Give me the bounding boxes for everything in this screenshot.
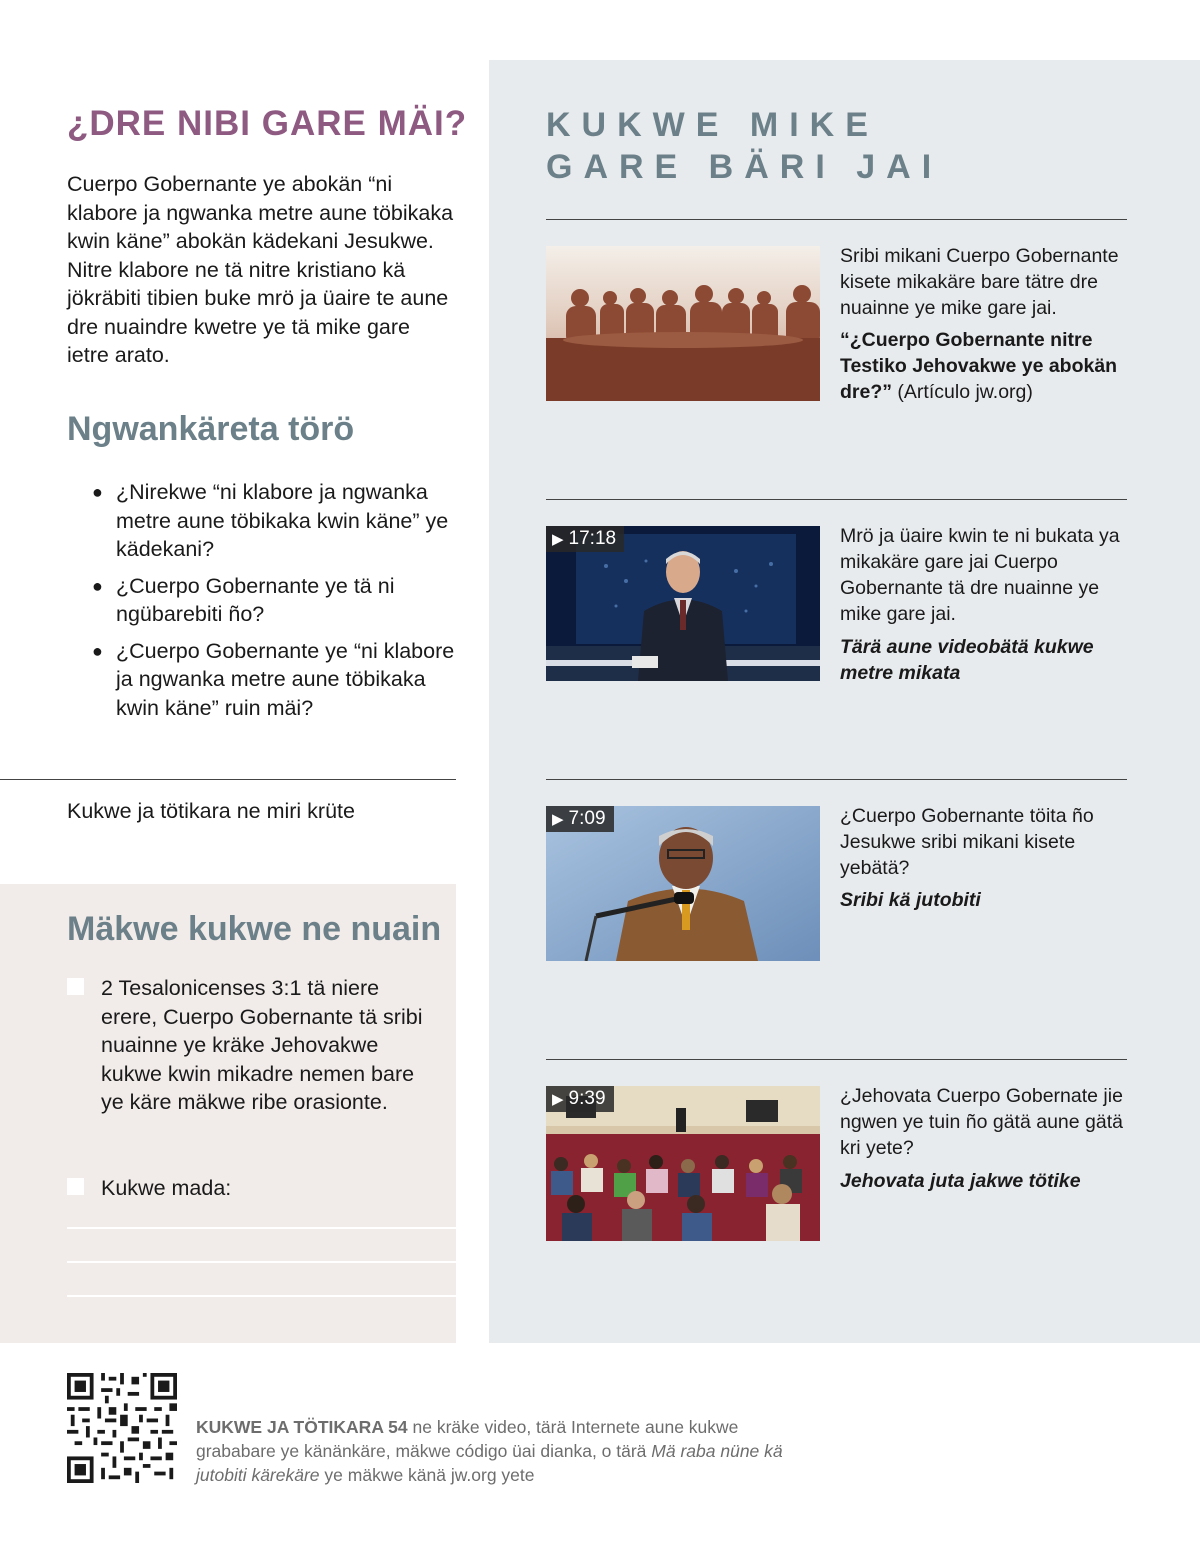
qr-code-icon[interactable] [67, 1373, 177, 1483]
review-question: ● ¿Cuerpo Gobernante ye “ni klabore ja ngwanka metre aune töbikaka kwin käne” ruin mäi? [92, 638, 455, 720]
bullet-icon: ● [92, 640, 103, 661]
video-duration: ▶ 17:18 [546, 526, 624, 552]
write-line[interactable] [67, 1295, 456, 1297]
notes-label: Kukwe ja tötikara ne miri krüte [67, 799, 355, 823]
video-thumbnail[interactable] [546, 1086, 820, 1241]
video-description: ¿Cuerpo Gobernante töita ño Jesukwe sribi mikani kisete yebätä? [840, 805, 1094, 879]
divider [0, 779, 456, 780]
bullet-icon: ● [92, 482, 103, 502]
video-duration: ▶ 9:39 [546, 1086, 614, 1112]
play-icon: ▶ [552, 1091, 564, 1108]
goal-text: Kukwe mada: [101, 1176, 232, 1200]
play-icon: ▶ [552, 531, 564, 548]
review-heading: Ngwankäreta törö [67, 410, 355, 448]
goal-text: 2 Tesalonicenses 3:1 tä niere erere, Cuerpo Gobernante tä sribi nuainne ye kräke Jehovakwe kukwe kwin mikadre nemen bare ye käre mäkwe ribe orasionte. [101, 976, 423, 1114]
video-description: Mrö ja üaire kwin te ni bukata ya mikakäre gare jai Cuerpo Gobernante tä dre nuainne ye mike gare jai. [840, 525, 1120, 625]
divider [546, 779, 1127, 780]
write-line[interactable] [67, 1227, 456, 1229]
goal-heading: Mäkwe kukwe ne nuain [67, 910, 442, 948]
article-link[interactable]: “¿Cuerpo Gobernante nitre Testiko Jehovakwe ye abokän dre?” (Artículo jw.org) [840, 329, 1118, 403]
intro-paragraph: Cuerpo Gobernante ye abokän “ni klabore ja ngwanka metre aune töbikaka kwin käne” abokän kädekani Jesukwe. Nitre klabore ne tä nitre kristiano kä jökräbiti tibien buke mrö ja üaire te aune dre nuaindre kwetre ye tä mike gare ietre arato. [67, 172, 454, 367]
divider [546, 1059, 1127, 1060]
play-icon: ▶ [552, 811, 564, 828]
video-duration: ▶ 7:09 [546, 806, 614, 832]
goal-item[interactable] [67, 974, 427, 1117]
review-question: ● ¿Cuerpo Gobernante ye tä ni ngübarebiti ño? [92, 573, 395, 626]
write-line[interactable] [67, 1261, 456, 1263]
footer-note: KUKWE JA TÖTIKARA 54 ne kräke video, tärä Internete aune kukwe grababare ye känänkäre, mäkwe código üai dianka, o tärä Mä raba nüne kä jutobiti kärekäre ye mäkwe känä jw.org yete [196, 1417, 783, 1485]
divider [546, 499, 1127, 500]
video-thumbnail[interactable] [546, 526, 820, 681]
goal-item[interactable] [67, 1174, 427, 1203]
divider [546, 219, 1127, 220]
video-thumbnail[interactable] [546, 806, 820, 961]
article-thumbnail[interactable] [546, 246, 820, 401]
video-link[interactable]: Tärä aune videobätä kukwe metre mikata [840, 636, 1094, 684]
article-description: Sribi mikani Cuerpo Gobernante kisete mikakäre bare tätre dre nuainne ye mike gare jai. [840, 245, 1119, 319]
video-description: ¿Jehovata Cuerpo Gobernate jie ngwen ye tuin ño gätä aune gätä kri yete? [840, 1085, 1123, 1159]
review-question: ● ¿Nirekwe “ni klabore ja ngwanka metre aune töbikaka kwin käne” ye kädekani? [92, 480, 449, 561]
review-questions [90, 478, 460, 730]
checkbox[interactable] [67, 1178, 84, 1195]
video-link[interactable]: Jehovata juta jakwe tötike [840, 1170, 1081, 1192]
bullet-icon: ● [92, 575, 103, 596]
related-heading: KUKWE MIKE GARE BÄRI JAI [546, 106, 943, 186]
section-title: ¿DRE NIBI GARE MÄI? [67, 104, 468, 143]
video-link[interactable]: Sribi kä jutobiti [840, 889, 981, 911]
checkbox[interactable] [67, 978, 84, 995]
